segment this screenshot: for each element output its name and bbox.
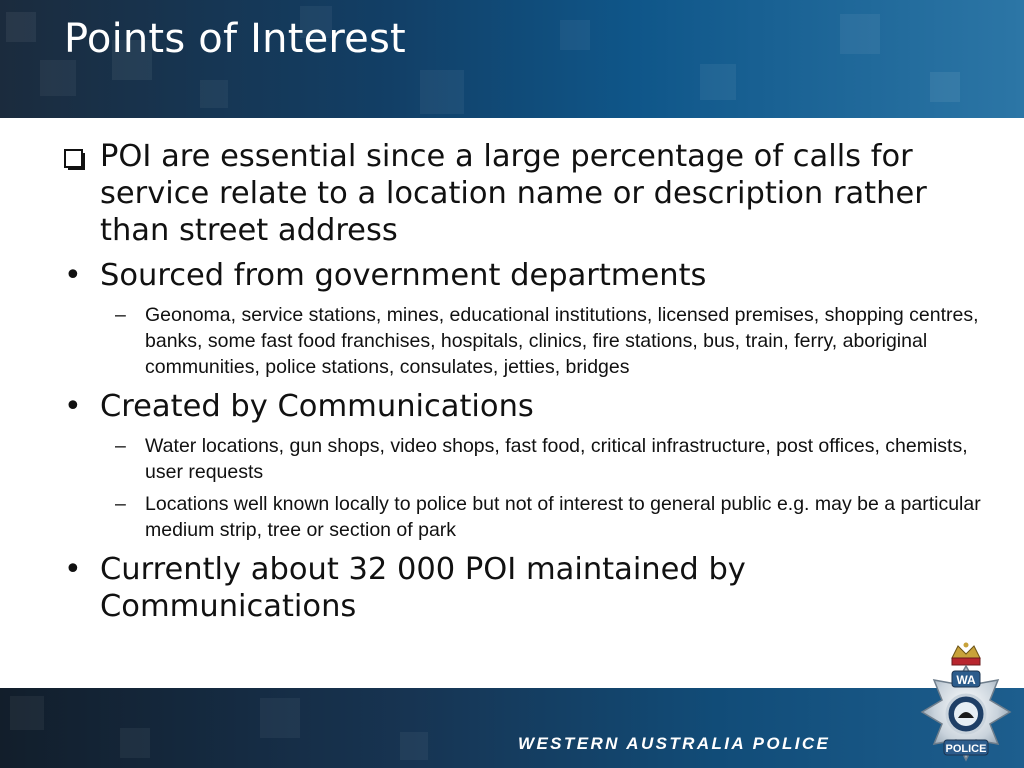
bullet-created: • Created by Communications xyxy=(64,389,534,424)
bullet-text: Created by Communications xyxy=(100,389,534,424)
slide-title: Points of Interest xyxy=(64,16,406,62)
badge-top-text: WA xyxy=(956,673,976,687)
sub-bullet-text: Water locations, gun shops, video shops, fast food, critical infrastructure, post offices, chemists, user requests xyxy=(145,435,968,483)
crown-icon xyxy=(952,643,980,666)
dash-bullet-icon: – xyxy=(115,493,126,515)
footer-text: WESTERN AUSTRALIA POLICE xyxy=(518,734,831,753)
bullet-poi-essential xyxy=(62,138,982,249)
bullet-text: POI are essential since a large percentage of calls for service relate to a location name or description rather than street address xyxy=(100,139,927,248)
badge-bottom-text: POLICE xyxy=(945,743,987,755)
dash-bullet-icon: – xyxy=(115,304,126,326)
header-banner xyxy=(0,0,1024,118)
bullet-currently: • Currently about 32 000 POI maintained by Communications xyxy=(64,552,746,624)
sub-bullet-text: Geonoma, service stations, mines, educational institutions, licensed premises, shopping centres, banks, some fast food franchises, hospitals, clinics, fire stations, bus, train, ferry, aboriginal communities, police stations, consulates, jetties, bridges xyxy=(145,304,979,378)
sub-bullet-local xyxy=(62,491,982,543)
police-badge-icon xyxy=(914,640,1018,768)
bullet-text: Sourced from government departments xyxy=(100,258,707,293)
sub-bullet-water xyxy=(62,433,982,485)
footer-band xyxy=(0,688,1024,768)
sub-bullet-sources xyxy=(62,302,982,380)
bullet-sourced: • Sourced from government departments xyxy=(64,258,707,293)
dash-bullet-icon: – xyxy=(115,435,126,457)
slide-body xyxy=(62,138,982,633)
bullet-text: Currently about 32 000 POI maintained by Communications xyxy=(100,552,746,624)
sub-bullet-text: Locations well known locally to police but not of interest to general public e.g. may be a particular medium strip, tree or section of park xyxy=(145,493,981,541)
